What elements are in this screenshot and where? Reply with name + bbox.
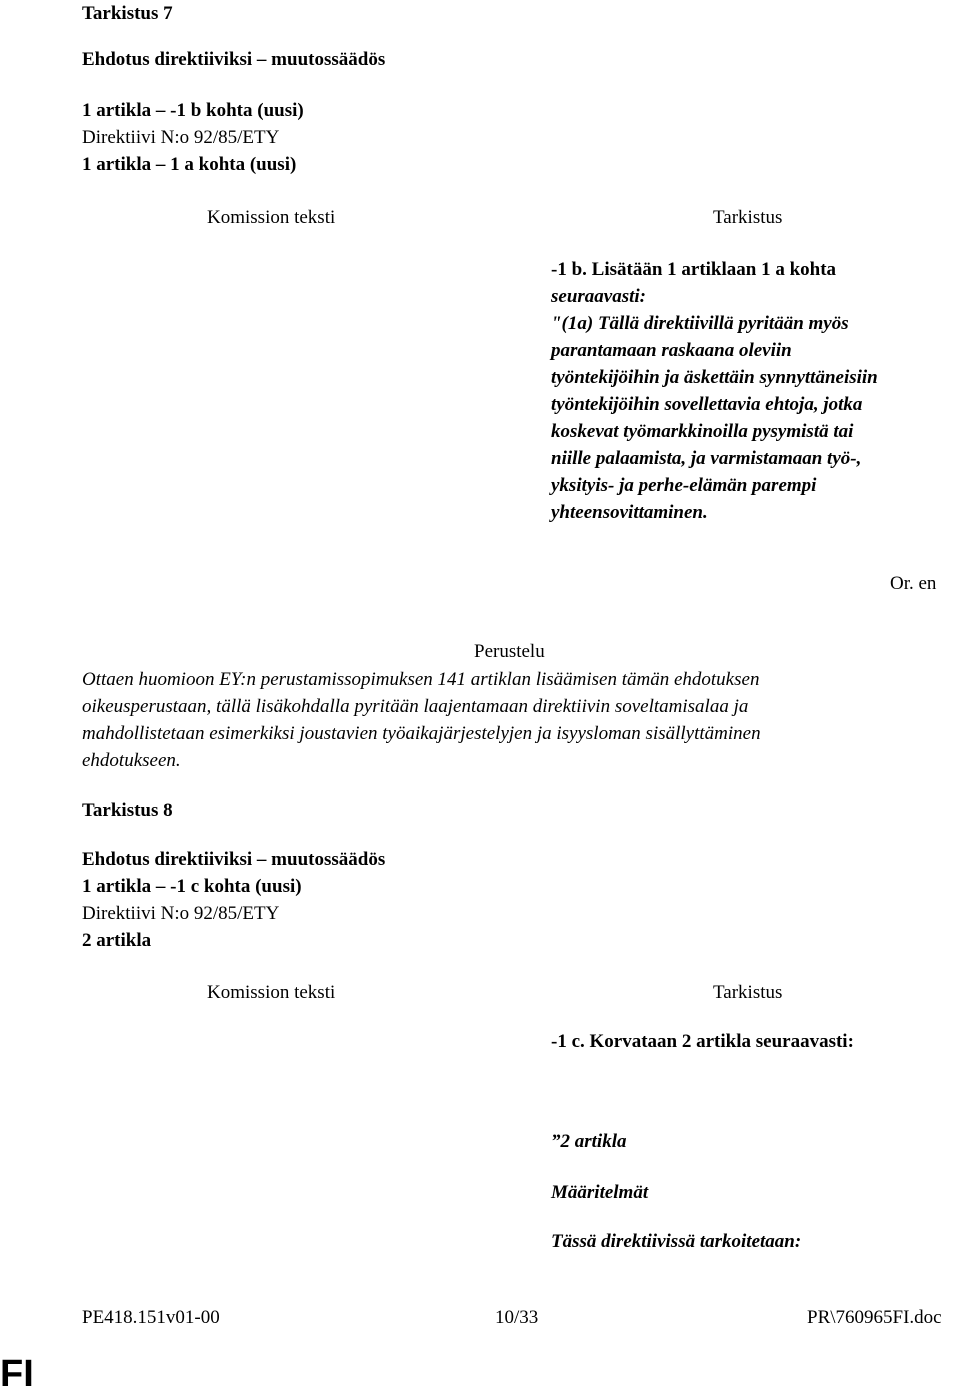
amendment-7-col-amendment: Tarkistus [713,207,783,228]
amendment-7-line: parantamaan raskaana oleviin [551,340,792,361]
amendment-7-line: "(1a) Tällä direktiivillä pyritään myös [551,313,849,334]
amendment-8-proposal: Ehdotus direktiiviksi – muutossäädös [82,849,386,870]
amendment-7-col-commission: Komission teksti [207,207,336,228]
justification-text [82,666,942,774]
amendment-7-line: yksityis- ja perhe-elämän parempi [551,475,817,496]
amendment-8-line-1 [551,1028,854,1055]
amendment-8-col-amendment: Tarkistus [713,982,783,1003]
amendment-8-ref-directive: Direktiivi N:o 92/85/ETY [82,903,280,924]
justification-line: Ottaen huomioon EY:n perustamissopimuksen 141 artiklan lisäämisen tämän ehdotuksen [82,669,760,690]
amendment-7-ref-directive: Direktiivi N:o 92/85/ETY [82,127,280,148]
amendment-7-line: niille palaamista, ja varmistamaan työ-, [551,448,862,469]
footer-doc-ref: PE418.151v01-00 [82,1307,220,1328]
amendment-7-line: yhteensovittaminen. [551,502,708,523]
amendment-7-text [551,256,951,526]
original-language: Or. en [890,573,937,594]
amendment-7-line: -1 b. Lisätään 1 artiklaan 1 a kohta [551,259,837,280]
amendment-8-col-commission: Komission teksti [207,982,336,1003]
justification-line: oikeusperustaan, tällä lisäkohdalla pyritään laajentamaan direktiivin soveltamisalaa ja [82,696,749,717]
amendment-8-ref-target: 2 artikla [82,930,152,951]
amendment-7-ref-target: 1 artikla – 1 a kohta (uusi) [82,154,297,175]
amendment-7-line: työntekijöihin sovellettavia ehtoja, jotka [551,394,863,415]
amendment-8-ref-article: 1 artikla – -1 c kohta (uusi) [82,876,302,897]
amendment-7-ref-article: 1 artikla – -1 b kohta (uusi) [82,100,304,121]
amendment-8-line-1-text: -1 c. Korvataan 2 artikla seuraavasti: [551,1031,854,1052]
justification-line: mahdollistetaan esimerkiksi joustavien työaikajärjestelyjen ja isyysloman sisällyttäminen [82,723,761,744]
footer-page-number: 10/33 [495,1307,539,1328]
amendment-7-line: seuraavasti: [551,286,646,307]
amendment-7-title: Tarkistus 7 [82,3,173,24]
amendment-8-intro: Tässä direktiivissä tarkoitetaan: [551,1231,802,1252]
justification-title: Perustelu [474,641,545,662]
amendment-8-title: Tarkistus 8 [82,800,173,821]
amendment-8-article: ”2 artikla [551,1131,627,1152]
footer-file-name: PR\760965FI.doc [807,1307,942,1328]
language-code: FI [0,1353,34,1395]
justification-line: ehdotukseen. [82,750,181,771]
amendment-7-line: työntekijöihin ja äskettäin synnyttäneisiin [551,367,878,388]
amendment-8-definitions: Määritelmät [551,1182,649,1203]
amendment-7-proposal: Ehdotus direktiiviksi – muutossäädös [82,49,386,70]
amendment-7-line: koskevat työmarkkinoilla pysymistä tai [551,421,854,442]
